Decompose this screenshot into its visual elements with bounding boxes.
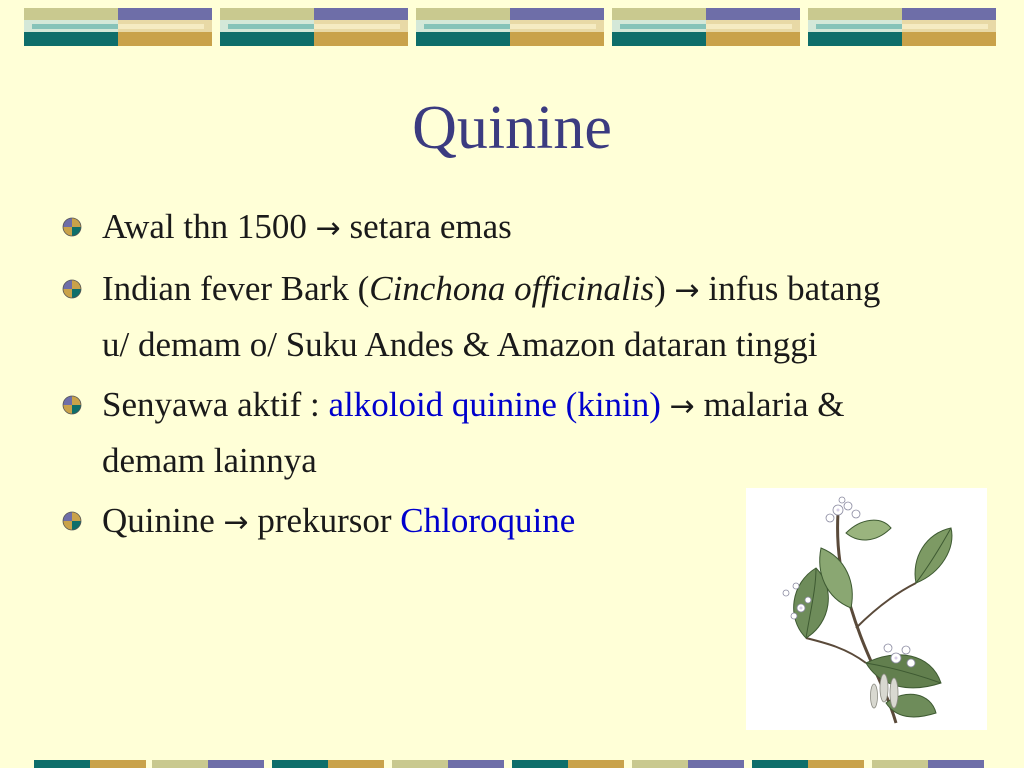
band-tile xyxy=(416,8,604,46)
arrow-symbol: → xyxy=(223,505,249,540)
italic-term: Cinchona officinalis xyxy=(369,269,655,308)
bullet-text: setara emas xyxy=(340,207,512,246)
bottom-decorative-band xyxy=(0,758,1024,768)
highlighted-term: alkoloid quinine (kinin) xyxy=(328,385,661,424)
bullet-text: Indian fever Bark ( xyxy=(102,269,370,308)
arrow-symbol: → xyxy=(674,273,700,308)
bullet-text: malaria & demam lainnya xyxy=(102,385,845,480)
arrow-symbol: → xyxy=(669,389,695,424)
bullet-text: ) xyxy=(654,269,675,308)
band-tile xyxy=(24,8,212,46)
top-decorative-band xyxy=(0,0,1024,52)
highlighted-term: Chloroquine xyxy=(400,501,576,540)
globe-bullet-icon xyxy=(62,279,82,299)
bullet-item xyxy=(62,262,902,372)
band-tile xyxy=(220,8,408,46)
globe-bullet-icon xyxy=(62,511,82,531)
bullet-text: infus batang u/ demam o/ Suku Andes & Amazon dataran tinggi xyxy=(102,269,881,364)
band-tile xyxy=(612,8,800,46)
bullet-text xyxy=(661,385,670,424)
slide-title: Quinine xyxy=(412,94,612,162)
bullet-text: Senyawa aktif : xyxy=(102,385,329,424)
bullet-text: Awal thn 1500 xyxy=(102,207,316,246)
bullet-text: Quinine xyxy=(102,501,224,540)
arrow-symbol: → xyxy=(315,211,341,246)
cinchona-plant-illustration xyxy=(746,488,987,730)
globe-bullet-icon xyxy=(62,395,82,415)
bullet-text: prekursor xyxy=(248,501,401,540)
bullet-item xyxy=(62,378,902,488)
band-tile xyxy=(808,8,996,46)
bullet-item xyxy=(62,200,902,256)
globe-bullet-icon xyxy=(62,217,82,237)
